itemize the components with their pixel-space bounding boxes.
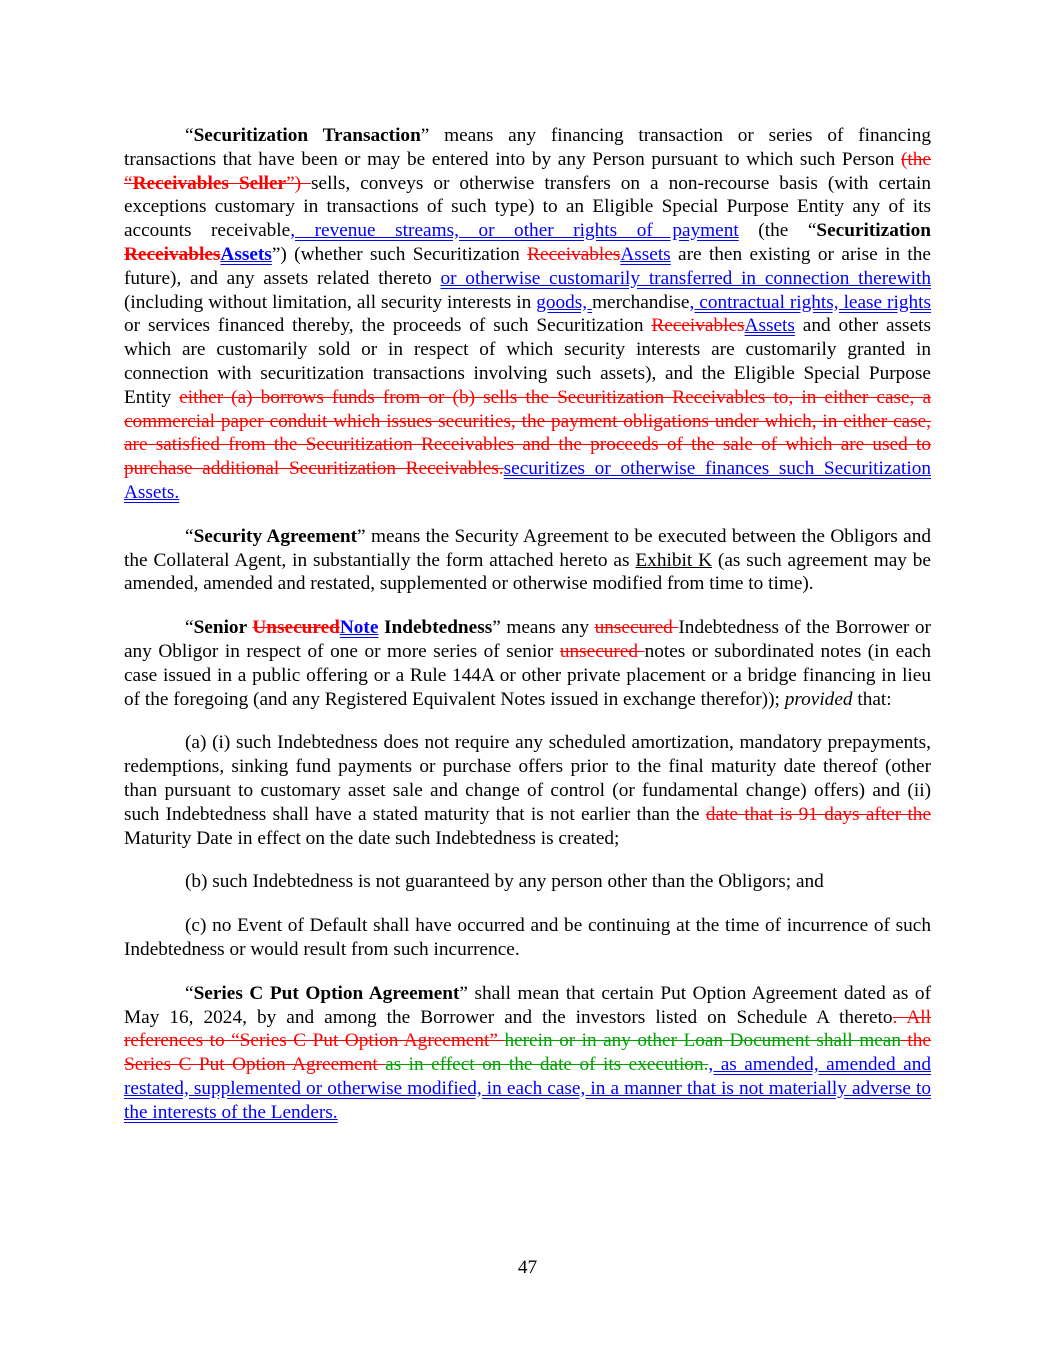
- defined-term: Securitization Transaction: [193, 125, 421, 146]
- clause-a: [124, 731, 931, 850]
- defined-term: Indebtedness: [378, 617, 493, 639]
- defined-term: Series C Put Option Agreement: [193, 982, 460, 1004]
- text-run: notes or subordinated notes (in each case issued in a public offering or a Rule 144A or other private placement or a bridge financing in lieu of the foregoing (and any Registered Equivalent Notes issued in exchange therefor));: [124, 640, 931, 710]
- definition-series-c-put-option-agreement: [124, 982, 931, 1125]
- text-run: (as such agreement may be amended, amended and restated, supplemented or otherwise modified from time to time).: [124, 549, 931, 595]
- text-run: Indebtedness of the Borrower or any Obligor in respect of one or more series of senior: [124, 617, 931, 662]
- text-run: (b) such Indebtedness is not guaranteed by any person other than the Obligors; and: [185, 871, 824, 893]
- inserted-text: Assets: [220, 243, 272, 265]
- inserted-text: , as amended, amended and restated, supplemented or otherwise modified, in each case, in a manner that is not materially adverse to the interests of the Lenders.: [124, 1054, 931, 1123]
- document-page: [124, 124, 931, 1144]
- text-run: “: [185, 525, 194, 547]
- text-run: ” means any financing transaction or series of financing transactions that have been or may be entered into by any Person pursuant to which such Person: [124, 125, 931, 170]
- defined-term: Senior: [193, 617, 253, 639]
- text-run: “: [185, 125, 194, 146]
- deleted-text: Receivables: [651, 315, 745, 337]
- clause-b: [124, 870, 931, 894]
- text-run: or services financed thereby, the proceeds of such Securitization: [124, 315, 652, 337]
- inserted-text: Assets: [744, 315, 795, 337]
- defined-term: Security Agreement: [193, 525, 358, 547]
- text-run: that:: [852, 688, 892, 710]
- text-run: are then existing or arise in the future), and any assets related thereto: [124, 243, 931, 289]
- text-run: ” shall mean that certain Put Option Agreement dated as of May 16, 2024, by and among the Borrower and the investors listed on Schedule A thereto: [124, 982, 931, 1028]
- deleted-text: either (a) borrows funds from or (b) sells the Securitization Receivables to, in either case, a commercial paper conduit which issues securities, the payment obligations under which, in either case, are satisfied from the Securitization Receivables and the proceeds of the sale of which are used to purchase additional Securitization Receivables.: [124, 386, 932, 480]
- text-run: and other assets which are customarily sold or in respect of which security interests are customarily granted in connection with securitization transactions involving such assets), and the Eligible Special Purpose Entity: [124, 315, 931, 408]
- clause-c: [124, 914, 931, 962]
- definition-securitization-transaction: [124, 124, 931, 505]
- deleted-text: Receivables: [124, 243, 221, 265]
- deleted-text: the Series C Put Option Agreement: [124, 1030, 931, 1076]
- definition-security-agreement: [124, 525, 931, 596]
- deleted-text-part: (the “: [124, 148, 931, 194]
- inserted-text: or otherwise customarily transferred in connection therewith: [440, 267, 931, 289]
- italic-term: provided: [784, 688, 853, 710]
- text-run: ” means the Security Agreement to be executed between the Obligors and the Collateral Agent, in substantially the form attached hereto as: [124, 525, 931, 571]
- text-run: (the “: [738, 220, 817, 242]
- moved-deleted-text: herein or in any other Loan Document shall mean: [504, 1030, 901, 1052]
- text-run: (a) (i) such Indebtedness does not require any scheduled amortization, mandatory prepayments, redemptions, sinking fund payments or purchase offers prior to the final maturity date thereof (other than pursuant to customary asset sale and change of control (or fundamental change) offers) and (ii) such Indebtedness shall have a stated maturity that is not earlier than the: [124, 732, 931, 825]
- exhibit-reference: Exhibit K: [635, 549, 712, 571]
- text-run: “: [185, 617, 194, 639]
- deleted-text: unsecured: [594, 617, 679, 639]
- deleted-text: Unsecured: [252, 617, 340, 639]
- deleted-text: . All references to “Series C Put Option Agreement”: [124, 1006, 931, 1052]
- deleted-defined-term: Receivables Seller: [132, 172, 287, 194]
- inserted-text: , revenue streams, or other rights of payment: [290, 220, 739, 242]
- inserted-text: securitizes or otherwise finances such Securitization Assets.: [124, 458, 932, 503]
- moved-deleted-text: as in effect on the date of its execution.: [385, 1054, 709, 1076]
- text-run: ” means any: [492, 617, 595, 639]
- deleted-text-part: ”): [286, 172, 312, 194]
- defined-term: Securitization: [816, 220, 931, 242]
- deleted-text: Receivables: [527, 243, 621, 265]
- definition-senior-note-indebtedness: [124, 616, 931, 711]
- text-run: ”) (whether such Securitization: [271, 243, 528, 265]
- page-number: 47: [517, 1257, 538, 1278]
- deleted-text: unsecured: [559, 640, 645, 662]
- text-run: sells, conveys or otherwise transfers on a non-recourse basis (with certain exceptions customary in transactions of such type) to an Eligible Special Purpose Entity any of its accounts receivable: [124, 172, 931, 242]
- text-run: merchandise: [592, 291, 690, 313]
- inserted-text: goods,: [536, 291, 593, 313]
- text-run: (c) no Event of Default shall have occurred and be continuing at the time of incurrence of such Indebtedness or would result from such incurrence.: [124, 915, 931, 960]
- deleted-text: date that is 91 days after the: [705, 803, 932, 825]
- text-run: Maturity Date in effect on the date such Indebtedness is created;: [124, 827, 620, 849]
- inserted-text: Assets: [620, 243, 671, 265]
- inserted-text: , contractual rights, lease rights: [689, 291, 931, 313]
- text-run: “: [185, 982, 194, 1004]
- text-run: (including without limitation, all security interests in: [124, 291, 537, 313]
- inserted-text: Note: [339, 617, 379, 639]
